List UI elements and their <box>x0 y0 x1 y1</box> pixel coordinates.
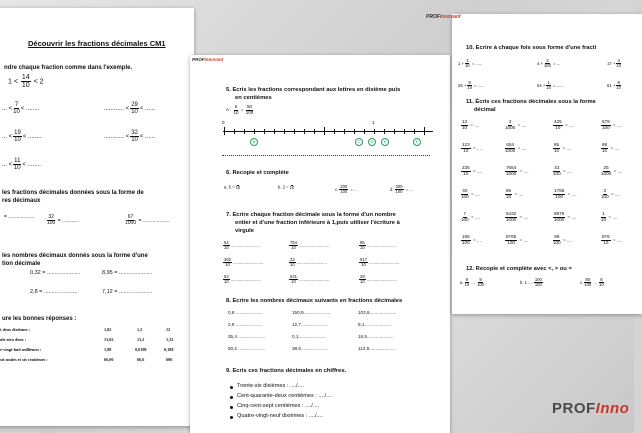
number-line-label-1: 1 <box>372 120 375 125</box>
fraction-item: $\frac{28}{10}$ .......................... <box>360 274 397 285</box>
exercise-9-instruction: 9. Ecris ces fractions décimales en chiffres. <box>226 368 347 374</box>
compare-item: a. $\frac{9}{10}$ ... $\frac{9}{100}$ <box>460 277 484 288</box>
number-line-tick <box>294 129 295 134</box>
fraction-item: $\frac{165}{100}$ = .... <box>462 234 483 245</box>
fraction-item: $\frac{7654}{1000}$ = .... <box>506 165 529 176</box>
table-cell: 13,02 <box>104 337 114 342</box>
fraction-item: $\frac{43}{100}$ = .... <box>553 165 573 176</box>
exercise-8-instruction: 8. Ecrire les nombres décimaux suivants en fractions décimales <box>226 298 403 304</box>
fraction-item: $\frac{54}{10}$ .......................... <box>224 240 261 251</box>
number-line-tick <box>364 129 365 134</box>
table-cell: ule zéro deux : <box>0 337 27 342</box>
decimal-item: 0,1..................... <box>292 334 326 339</box>
number-line-tick <box>344 129 345 134</box>
example-answer: A : $\frac{5}{10}$ = $\frac{50}{100}$ <box>226 104 254 115</box>
fraction-item: $\frac{679}{100}$ = .... <box>602 119 623 130</box>
exercise-7-instruction-line3: virgule <box>235 228 255 234</box>
decimal-item: 8,95 = ...................... <box>102 270 153 276</box>
decimal-item: 150,9..................... <box>292 310 331 315</box>
exercise-11-instruction: 11. Écris ces fractions décimales sous la forme <box>466 99 596 105</box>
exercise-11-instruction-line2: décimal <box>474 107 496 113</box>
fraction-item: $\frac{13}{10}$ = .... <box>462 119 480 130</box>
point-e-marker: E <box>381 138 389 146</box>
fraction-item: $\frac{7}{100}$ = .... <box>461 211 481 222</box>
number-line-tick <box>404 129 405 134</box>
exercise-2-instruction-line2: res décimaux <box>2 198 41 204</box>
number-line-tick <box>244 129 245 134</box>
table-cell: 1,88 <box>104 347 112 352</box>
fraction-item: 61 + $\frac{9}{10}$ <box>607 80 621 91</box>
decimal-item: 2,9 ..................... <box>228 322 263 327</box>
fraction-item: $\frac{425}{10}$ = .... <box>554 119 575 130</box>
answer-line <box>222 155 430 156</box>
fraction-item: $\frac{3}{100}$ = .... <box>601 188 621 199</box>
number-line-tick <box>424 127 425 135</box>
decimal-item: 35,4 ..................... <box>228 334 266 339</box>
compare-item: c. $\frac{200}{100}$ = ... <box>335 184 358 195</box>
number-line-tick <box>254 129 255 134</box>
exercise-5-instruction-line2: en centièmes <box>235 95 272 101</box>
number-line-tick <box>224 127 225 135</box>
fraction-item: $\frac{99}{100}$ = .... <box>553 234 573 245</box>
exercise-7-instruction-line2: entier et d'une fraction inférieure à 1,puis utiliser l'écriture à <box>235 220 400 226</box>
point-d-marker: D <box>368 138 376 146</box>
compare-item: d. $\frac{300}{100}$ = ... <box>390 184 413 195</box>
fraction-item: $\frac{68}{10}$ = .... <box>602 142 620 153</box>
exercise-3-instruction: les nombres décimaux donnés sous la forme d'une <box>2 253 148 259</box>
number-line-tick <box>274 129 275 134</box>
fraction-item: $\frac{63}{10}$ .......................... <box>224 274 261 285</box>
decimal-item: 38,6..................... <box>292 346 328 351</box>
decimal-item: 16,5..................... <box>358 334 394 339</box>
worksheet-page-1 <box>0 8 194 426</box>
number-line-tick <box>264 129 265 134</box>
table-cell: 0,188 <box>164 347 174 352</box>
fraction-item: ... < $\frac{19}{10}$ < ........ <box>2 130 42 143</box>
fraction-item: $\frac{235}{10}$ = .... <box>462 165 483 176</box>
exercise-4-instruction: ure les bonnes réponses : <box>2 316 77 322</box>
decimal-item: 50,2 ..................... <box>228 346 266 351</box>
fraction-item: $\frac{40}{100}$ = .... <box>461 188 481 199</box>
exercise-3-instruction-line2: tion décimale <box>2 261 41 267</box>
fraction-item: ............ < $\frac{29}{10}$ < ...... <box>104 102 156 115</box>
table-cell: six unités et six centièmes : <box>0 357 48 362</box>
table-cell: 66,6 <box>137 357 145 362</box>
table-cell: 0,0188 <box>135 347 147 352</box>
fraction-item: ... < $\frac{11}{10}$ < ........ <box>2 158 41 171</box>
worksheet-page-2 <box>190 55 450 433</box>
number-line-tick <box>414 129 415 134</box>
table-cell: 1,2 <box>137 327 143 332</box>
decimal-item: 2,8 = ...................... <box>30 289 78 295</box>
table-cell: t deux dixièmes : <box>0 327 31 332</box>
number-line-tick <box>304 129 305 134</box>
number-line-tick <box>384 129 385 134</box>
fraction-item: $\frac{85}{10}$ .......................... <box>360 240 397 251</box>
table-cell: 1,32 <box>166 337 174 342</box>
fraction-item: $\frac{1768}{100}$ = .... <box>554 188 577 199</box>
decimal-item: 7,12 = ...................... <box>102 289 153 295</box>
list-item: Trente-six dixièmes : ..../.... <box>237 383 304 389</box>
fraction-item: $\frac{8876}{1000}$ = .... <box>554 211 577 222</box>
table-cell: e-vingt-huit millièmes : <box>0 347 42 352</box>
table-cell: 1,02 <box>104 327 112 332</box>
compare-item: a. 5 = 10 <box>224 184 241 190</box>
fraction-item: $\frac{876}{10}$ = .... <box>602 234 623 245</box>
fraction-item: $\frac{32}{100}$ = ............ <box>47 214 79 226</box>
decimal-item: 0,32 = ...................... <box>30 270 81 276</box>
table-cell: 13,2 <box>137 337 145 342</box>
table-cell: 606 <box>166 357 173 362</box>
number-line-label-0: 0 <box>222 120 225 125</box>
compare-item: c. $\frac{80}{100}$ ... $\frac{8}{10}$ <box>580 277 604 288</box>
fraction-item: $\frac{1}{10}$ = .... <box>601 211 618 222</box>
brand-logo: PROFInnovant <box>192 57 224 62</box>
fraction-item: $\frac{67}{1000}$ = ................... <box>125 214 170 226</box>
number-line-tick <box>374 129 375 134</box>
compare-item: b. 1 .... $\frac{100}{100}$ <box>520 277 542 288</box>
list-item: Quatre-vingt-neuf dixièmes : ..../.... <box>237 413 323 419</box>
fraction-item: = ................... <box>4 214 35 220</box>
fraction-item: 4 + $\frac{3}{100}$ = ... <box>537 58 561 69</box>
exercise-12-instruction: 12. Recopie et complète avec <, > ou = <box>466 266 572 272</box>
fraction-item: 25 + $\frac{8}{10}$ = ...... <box>458 80 485 91</box>
exercise-5-instruction: 5. Ecris les fractions correspondant aux lettres en dixième puis <box>226 87 401 93</box>
table-cell: 66,06 <box>104 357 114 362</box>
fraction-item: $\frac{22}{10}$ .......................... <box>290 257 327 268</box>
decimal-item: 112,8..................... <box>358 346 396 351</box>
exercise-10-instruction: 10. Ecrire à chaque fois sous forme d'une fracti <box>466 45 597 51</box>
fraction-item: $\frac{5432}{1000}$ = .... <box>506 211 529 222</box>
fraction-item: 54 + $\frac{1}{10}$ = ...... <box>537 80 564 91</box>
number-line-tick <box>314 129 315 134</box>
decimal-item: 103,6..................... <box>358 310 397 315</box>
fraction-item: $\frac{123}{10}$ = .... <box>462 142 483 153</box>
exercise-7-instruction: 7. Ecrire chaque fraction décimale sous la forme d'un nombre <box>226 212 396 218</box>
fraction-item: $\frac{25}{1000}$ = .... <box>601 165 623 176</box>
number-line-tick <box>394 129 395 134</box>
decimal-item: 0,8 ..................... <box>228 310 263 315</box>
brand-logo: PROFInnovant <box>426 14 461 20</box>
number-line-tick <box>284 129 285 134</box>
decimal-item: 12,7..................... <box>292 322 328 327</box>
fraction-item: ... < $\frac{7}{10}$ < ........ <box>2 102 40 115</box>
fraction-item: $\frac{754}{10}$ .......................... <box>290 240 330 251</box>
fraction-item: $\frac{541}{10}$ .......................... <box>290 274 330 285</box>
brand-watermark: PROFInno <box>552 400 630 417</box>
compare-item: b. 2 = 10 <box>278 184 295 190</box>
point-c-marker: C <box>355 138 363 146</box>
list-item: Cent-quarante-deux centièmes : ..../.... <box>237 393 333 399</box>
fraction-item: 17 + $\frac{4}{10}$ <box>607 58 621 69</box>
fraction-item: $\frac{3}{1000}$ = .... <box>505 119 527 130</box>
number-line-tick <box>334 129 335 134</box>
number-line-tick <box>234 129 235 134</box>
point-b-marker: B <box>250 138 258 146</box>
fraction-item: $\frac{65}{10}$ = .... <box>554 142 572 153</box>
page-title: Découvrir les fractions décimales CM1 <box>28 39 166 48</box>
table-cell: 12 <box>166 327 171 332</box>
example-fraction: 1 < $\frac{14}{10}$ < 2 <box>8 74 44 89</box>
worksheet-page-3 <box>426 14 642 314</box>
fraction-item: ............ < $\frac{32}{10}$ < ...... <box>104 130 156 143</box>
number-line-tick <box>324 127 325 135</box>
fraction-item: 1 + $\frac{3}{10}$ = ...... <box>458 58 483 69</box>
exercise-2-instruction: les fractions décimales données sous la forme de <box>2 190 144 196</box>
decimal-item: 8,1..................... <box>358 322 392 327</box>
fraction-item: $\frac{917}{10}$ .......................... <box>360 257 400 268</box>
exercise-1-instruction: ndre chaque fraction comme dans l'exemple. <box>4 65 133 71</box>
fraction-item: $\frac{86}{10}$ = .... <box>506 188 524 199</box>
fraction-item: $\frac{8765}{100}$ = .... <box>506 234 529 245</box>
list-item: Cinq-cent-sept centièmes : ..../.... <box>237 403 320 409</box>
exercise-6-instruction: 6. Recopie et complète <box>226 170 289 176</box>
fraction-item: $\frac{302}{10}$ .......................... <box>224 257 264 268</box>
number-line-tick <box>354 129 355 134</box>
point-f-marker: F <box>413 138 421 146</box>
fraction-item: $\frac{654}{1000}$ = .... <box>505 142 527 153</box>
